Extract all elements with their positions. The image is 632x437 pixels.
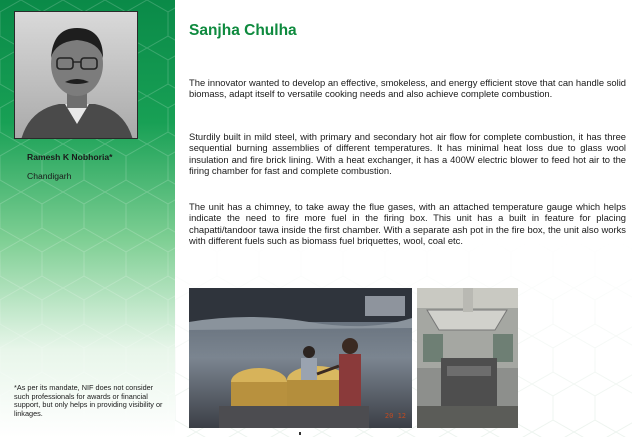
article-title: Sanjha Chulha bbox=[189, 22, 297, 39]
stove-photo-chimney bbox=[417, 288, 518, 428]
innovator-location: Chandigarh bbox=[27, 171, 72, 181]
stove-photo-cooking bbox=[189, 288, 412, 428]
article-paragraph: The unit has a chimney, to take away the flue gases, with an attached temperature gauge which helps indicate the need to fire more fuel in the firing box. This unit has a built in feature for placing chapatti/tandoor tawa inside the first chamber. With a separate ash pot in the fire box, the unit also works with different fuels such as biomass fuel briquettes, wool, coal etc. bbox=[189, 201, 626, 246]
innovator-photo bbox=[14, 11, 138, 139]
profile-sidebar bbox=[0, 0, 175, 437]
photo-date-stamp: 20 12 bbox=[384, 412, 406, 420]
innovator-name: Ramesh K Nobhoria* bbox=[27, 152, 113, 162]
article-paragraph: Sturdily built in mild steel, with primary and secondary hot air flow for complete combustion, it has three sequential burning assemblies of different temperatures. It has minimal heat loss due to glass wool insulation and fire brick lining. With a heat exchanger, it has a 400W electric blower to feed hot air to the firing chamber for fast and complete combustion. bbox=[189, 131, 626, 176]
disclaimer-note: *As per its mandate, NIF does not consider such professionals for awards or financial support, but only helps in providing visibility or linkages. bbox=[14, 383, 163, 419]
page-marker bbox=[299, 432, 301, 435]
article-paragraph: The innovator wanted to develop an effective, smokeless, and energy efficient stove that can handle solid biomass, adapt itself to versatile cooking needs and also achieve complete combustion. bbox=[189, 77, 626, 100]
